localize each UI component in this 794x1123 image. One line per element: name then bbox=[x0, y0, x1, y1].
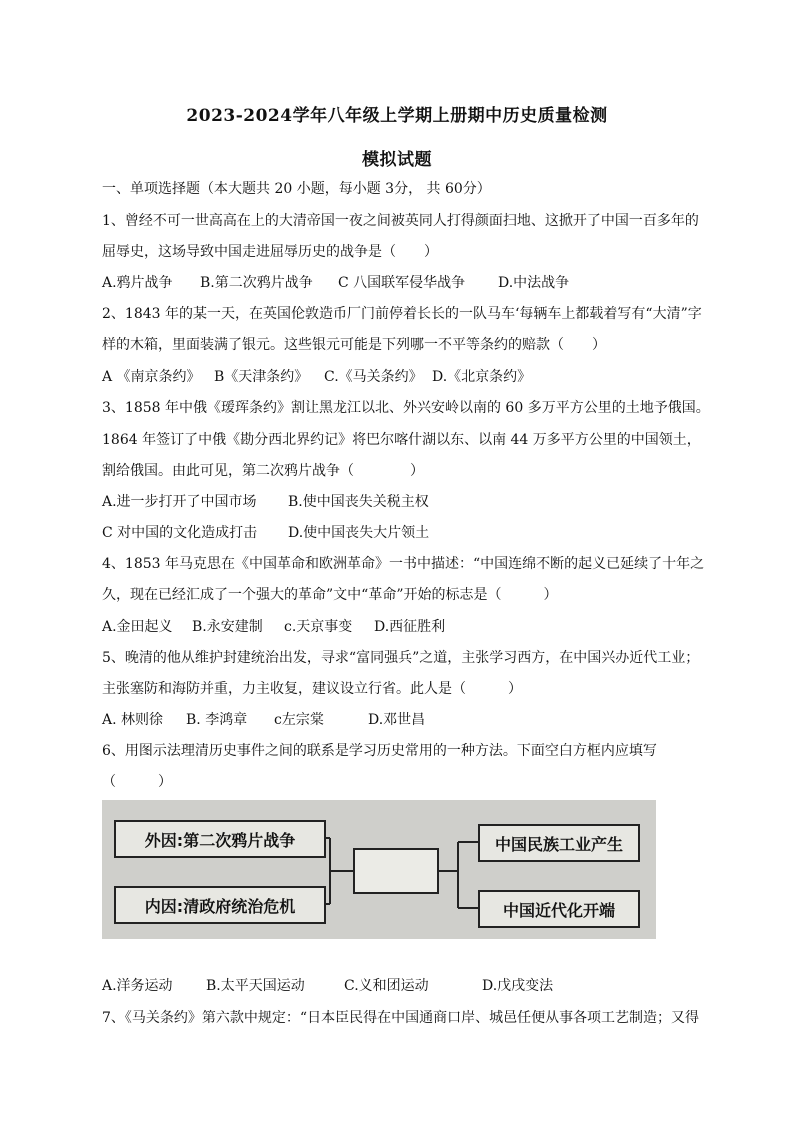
question-3-text-cont: 1864 年签订了中俄《勘分西北界约记》将巴尔喀什湖以东、以南 44 万多平方公里的中国领土， bbox=[102, 432, 701, 448]
option-d[interactable]: D.戊戌变法 bbox=[482, 978, 554, 994]
option-d[interactable]: D.《北京条约》 bbox=[432, 369, 532, 385]
option-b[interactable]: B《天津条约》 bbox=[214, 369, 309, 385]
option-c[interactable]: c.天京事变 bbox=[284, 619, 353, 635]
option-b[interactable]: B.第二次鸦片战争 bbox=[200, 275, 313, 291]
option-a[interactable]: A.金田起义 bbox=[102, 619, 173, 635]
question-4-text-cont: 久，现在已经汇成了一个强大的革命”文中“革命”开始的标志是（ ） bbox=[102, 587, 558, 603]
internal-cause-box: 内因:清政府统治危机 bbox=[114, 886, 326, 924]
exam-title: 2023-2024学年八年级上学期上册期中历史质量检测 bbox=[186, 106, 608, 126]
option-a[interactable]: A.进一步打开了中国市场 bbox=[102, 494, 257, 510]
option-d[interactable]: D.邓世昌 bbox=[368, 712, 426, 728]
external-cause-box: 外因:第二次鸦片战争 bbox=[114, 820, 326, 858]
question-1-text-cont: 屈辱史，这场导致中国走进屈辱历史的战争是（ ） bbox=[102, 244, 438, 260]
option-a[interactable]: A. 林则徐 bbox=[102, 712, 164, 728]
option-c[interactable]: c左宗棠 bbox=[274, 712, 324, 728]
result-box-industry: 中国民族工业产生 bbox=[478, 824, 640, 862]
option-c[interactable]: C.《马关条约》 bbox=[324, 369, 423, 385]
option-b[interactable]: B.太平天国运动 bbox=[206, 978, 305, 994]
question-1-text: 1、曾经不可一世高高在上的大清帝国一夜之间被英同人打得颜面扫地、这掀开了中国一百多年的 bbox=[102, 213, 699, 229]
question-3-text-cont2: 割给俄国。由此可见，第二次鸦片战争（ ） bbox=[102, 463, 424, 479]
option-c[interactable]: C 对中国的文化造成打击 bbox=[102, 525, 258, 541]
exam-subtitle: 模拟试题 bbox=[362, 150, 432, 170]
question-5-text: 5、晚清的他从维护封建统治出发，寻求“富同强兵”之道，主张学习西方，在中国兴办近代工业； bbox=[102, 650, 700, 666]
option-a[interactable]: A 《南京条约》 bbox=[102, 369, 201, 385]
blank-answer-box bbox=[354, 849, 438, 893]
question-2-text-cont: 样的木箱，里面装满了银元。这些银元可能是下列哪一不平等条约的赔款（ ） bbox=[102, 337, 606, 353]
option-a[interactable]: A.鸦片战争 bbox=[102, 275, 173, 291]
question-3-text: 3、1858 年中俄《瑷珲条约》割让黑龙江以北、外兴安岭以南的 60 多万平方公里的土地予俄国。 bbox=[102, 400, 710, 416]
option-b[interactable]: B.使中国丧失关税主权 bbox=[288, 494, 429, 510]
option-c[interactable]: C 八国联军侵华战争 bbox=[338, 275, 466, 291]
option-b[interactable]: B.永安建制 bbox=[192, 619, 263, 635]
option-c[interactable]: C.义和团运动 bbox=[344, 978, 429, 994]
question-6-text: 6、用图示法理清历史事件之间的联系是学习历史常用的一种方法。下面空白方框内应填写 bbox=[102, 743, 657, 759]
option-d[interactable]: D.中法战争 bbox=[498, 275, 570, 291]
option-b[interactable]: B. 李鸿章 bbox=[186, 712, 248, 728]
option-d[interactable]: D.西征胜利 bbox=[374, 619, 446, 635]
section-heading: 一、单项选择题（本大题共 20 小题，每小题 3分， 共 60分） bbox=[102, 181, 491, 197]
question-7-text: 7、《马关条约》第六款中规定：“日本臣民得在中国通商口岸、城邑任便从事各项工艺制造；又得 bbox=[102, 1010, 700, 1026]
result-box-modernization: 中国近代化开端 bbox=[478, 890, 640, 928]
option-d[interactable]: D.使中国丧失大片领土 bbox=[288, 525, 430, 541]
option-a[interactable]: A.洋务运动 bbox=[102, 978, 173, 994]
cause-effect-diagram bbox=[102, 800, 656, 939]
question-4-text: 4、1853 年马克思在《中国革命和欧洲革命》一书中描述：“中国连绵不断的起义已延续了十年之 bbox=[102, 556, 705, 572]
question-2-text: 2、1843 年的某一天，在英国伦敦造币厂门前停着长长的一队马车‘每辆车上都载着写有“大清”字 bbox=[102, 306, 702, 322]
question-5-text-cont: 主张塞防和海防并重，力主收复，建议设立行省。此人是（ ） bbox=[102, 681, 522, 697]
question-6-text-cont: （ ） bbox=[102, 774, 172, 790]
